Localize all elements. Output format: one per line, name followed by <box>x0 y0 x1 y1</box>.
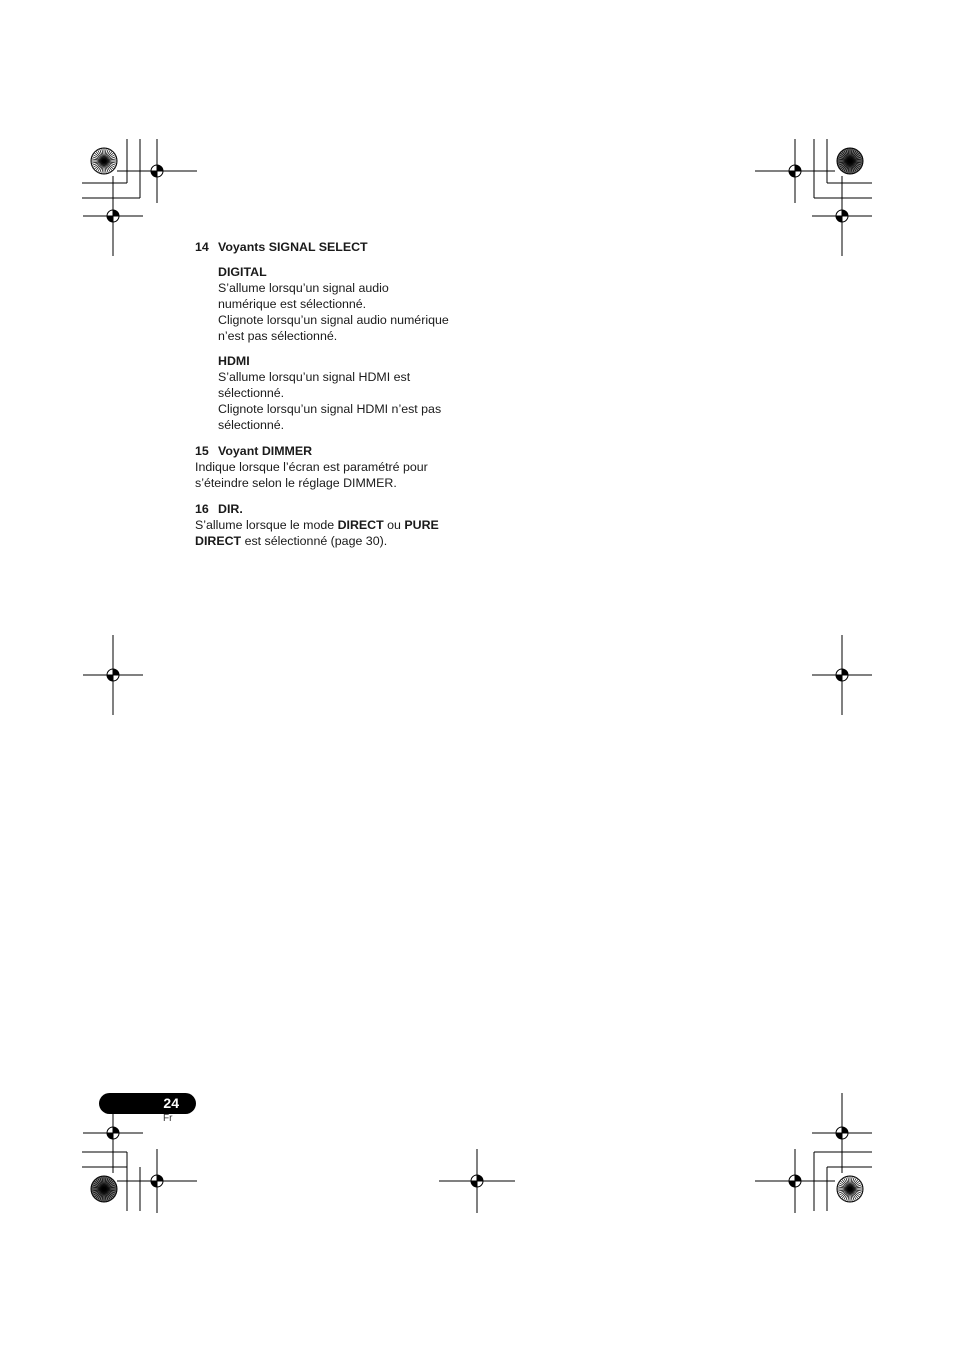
section-heading: 16 DIR. <box>195 502 243 516</box>
target-quadrant <box>477 1175 483 1181</box>
target-quadrant <box>157 165 163 171</box>
target-quadrant <box>836 216 842 222</box>
target-quadrant <box>842 1127 848 1133</box>
target-quadrant <box>151 1181 157 1187</box>
target-quadrant <box>157 1175 163 1181</box>
target-quadrant <box>113 210 119 216</box>
body-line: Clignote lorsqu’un signal HDMI n’est pas <box>218 402 442 416</box>
target-quadrant <box>836 675 842 681</box>
target-quadrant <box>789 1181 795 1187</box>
target-quadrant <box>113 1127 119 1133</box>
target-quadrant <box>113 669 119 675</box>
subsection-title: DIGITAL <box>218 265 267 279</box>
body-line: S’allume lorsque le mode DIRECT ou PURE <box>195 518 439 532</box>
target-quadrant <box>795 165 801 171</box>
body-line: Clignote lorsqu’un signal audio numérique <box>218 313 449 327</box>
target-quadrant <box>836 1133 842 1139</box>
target-quadrant <box>151 171 157 177</box>
body-line: sélectionné. <box>218 418 285 432</box>
body-line: numérique est sélectionné. <box>218 297 367 311</box>
body-line: S’allume lorsqu’un signal audio <box>218 281 389 295</box>
section-heading: 15 Voyant DIMMER <box>195 444 313 458</box>
target-quadrant <box>789 171 795 177</box>
subsection-hdmi <box>218 353 480 433</box>
target-quadrant <box>842 669 848 675</box>
target-quadrant <box>107 675 113 681</box>
section-heading: 14 Voyants SIGNAL SELECT <box>195 240 368 254</box>
body-line: S’allume lorsqu’un signal HDMI est <box>218 370 411 384</box>
body-line: DIRECT est sélectionné (page 30). <box>195 534 388 548</box>
section-16 <box>195 501 480 549</box>
target-quadrant <box>795 1175 801 1181</box>
subsection-title: HDMI <box>218 354 250 368</box>
target-quadrant <box>471 1181 477 1187</box>
section-14 <box>195 239 480 433</box>
body-line: s’éteindre selon le réglage DIMMER. <box>195 476 397 490</box>
body-line: Indique lorsque l’écran est paramétré pour <box>195 460 428 474</box>
target-quadrant <box>842 210 848 216</box>
target-quadrant <box>107 216 113 222</box>
body-line: n’est pas sélectionné. <box>218 329 338 343</box>
page-number: 24 <box>163 1095 179 1111</box>
page-number-badge <box>99 1093 196 1114</box>
target-quadrant <box>107 1133 113 1139</box>
subsection-digital <box>218 264 480 344</box>
page-content <box>195 239 480 549</box>
section-15 <box>195 443 480 491</box>
page-language: Fr <box>163 1113 173 1124</box>
body-line: sélectionné. <box>218 386 285 400</box>
